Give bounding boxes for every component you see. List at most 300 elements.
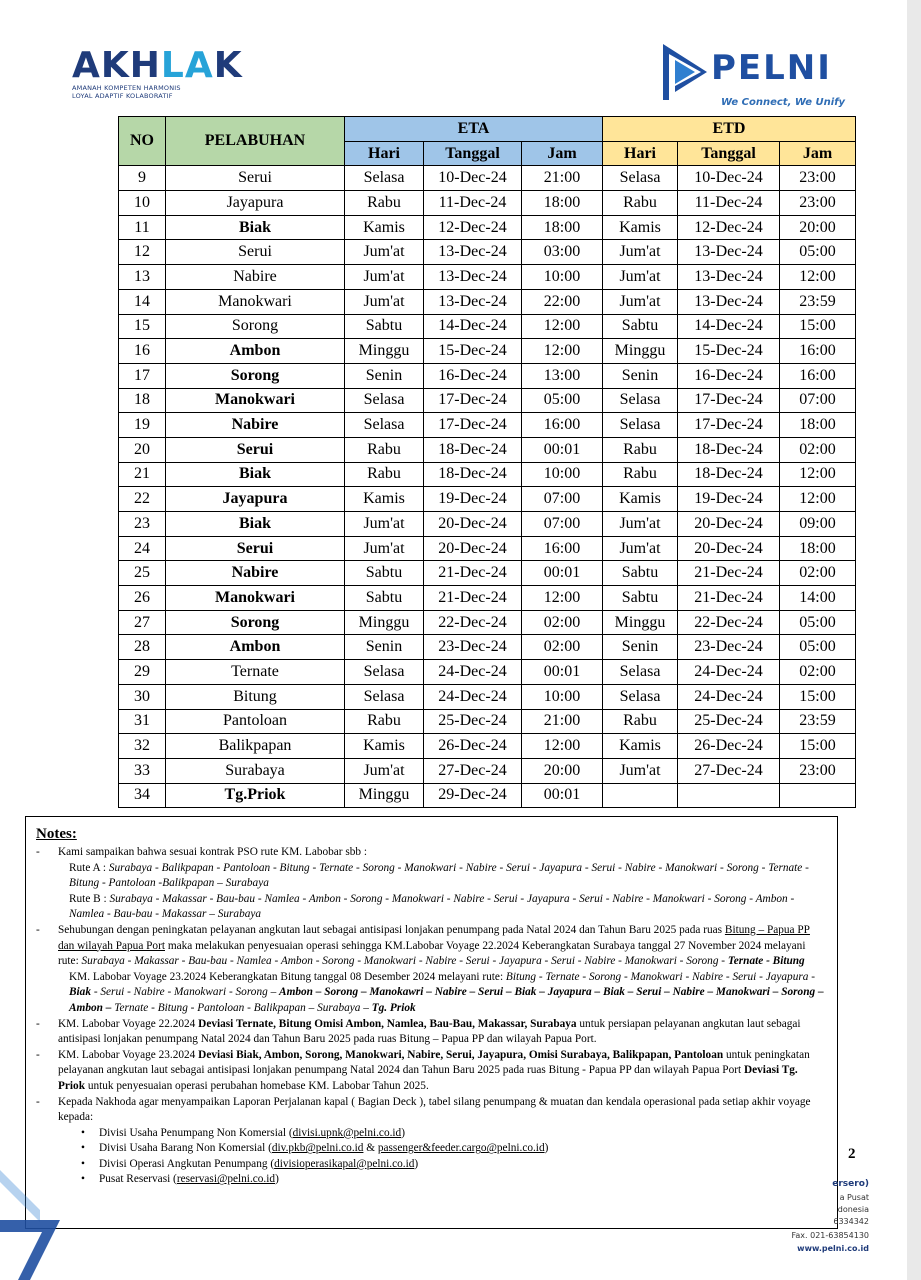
- cell-eta-day: Jum'at: [345, 240, 424, 265]
- cell-no: 13: [119, 265, 166, 290]
- table-row: [119, 536, 856, 561]
- route-a-text: Surabaya - Balikpapan - Pantoloan - Bitung - Ternate - Sorong - Manokwari - Nabire - Serui - Jayapura - Serui - Nabire - Manokwari - Sorong - Ternate - Bitung - Pantoloan -Balikpapan – Surabaya: [69, 861, 809, 890]
- cell-port: Biak: [166, 215, 345, 240]
- contact-list: [36, 1126, 827, 1188]
- cell-etd-date: 17-Dec-24: [678, 388, 780, 413]
- route-a: [36, 861, 827, 892]
- contact-email-link[interactable]: divisi.upnk@pelni.co.id: [292, 1126, 402, 1139]
- cell-no: 18: [119, 388, 166, 413]
- cell-eta-time: 12:00: [522, 314, 603, 339]
- cell-eta-date: 20-Dec-24: [424, 536, 522, 561]
- cell-etd-date: 27-Dec-24: [678, 758, 780, 783]
- cell-eta-date: 14-Dec-24: [424, 314, 522, 339]
- cell-eta-date: 13-Dec-24: [424, 289, 522, 314]
- note-report: - Kepada Nakhoda agar menyampaikan Laporan Perjalanan kapal ( Bagian Deck ), tabel silang penumpang & muatan dan kendala operasional pada setiap akhir voyage kepada:: [36, 1095, 811, 1124]
- cell-etd-date: 16-Dec-24: [678, 363, 780, 388]
- cell-eta-time: 00:01: [522, 660, 603, 685]
- cell-etd-date: 19-Dec-24: [678, 487, 780, 512]
- header-etd: ETD: [603, 117, 856, 142]
- cell-etd-date: 22-Dec-24: [678, 610, 780, 635]
- footer-fax: Fax. 021-63854130: [791, 1231, 869, 1240]
- contact-email-link-2[interactable]: passenger&feeder.cargo@pelni.co.id: [377, 1142, 545, 1155]
- note-voyage-22-route-bold: Ternate - Bitung: [727, 955, 805, 968]
- cell-no: 23: [119, 512, 166, 537]
- cell-eta-day: Jum'at: [345, 536, 424, 561]
- cell-port: Serui: [166, 437, 345, 462]
- cell-etd-day: Selasa: [603, 660, 678, 685]
- note-voyage-23-route-4: Ambon – Sorong – Manokawri – Nabire – Serui – Biak – Jayapura – Biak – Serui – Nabire – Manokwari – Sorong – Ambon –: [69, 986, 824, 1014]
- table-row: [119, 758, 856, 783]
- cell-etd-time: 20:00: [780, 215, 856, 240]
- cell-etd-date: 21-Dec-24: [678, 586, 780, 611]
- cell-port: Manokwari: [166, 586, 345, 611]
- cell-eta-day: Jum'at: [345, 758, 424, 783]
- table-row: [119, 388, 856, 413]
- cell-etd-day: Rabu: [603, 709, 678, 734]
- cell-port: Surabaya: [166, 758, 345, 783]
- cell-eta-day: Minggu: [345, 339, 424, 364]
- cell-no: 10: [119, 191, 166, 216]
- table-row: [119, 660, 856, 685]
- cell-port: Serui: [166, 536, 345, 561]
- cell-eta-time: 00:01: [522, 561, 603, 586]
- contact-tail: ): [414, 1157, 419, 1170]
- contact-item: • Pusat Reservasi (reservasi@pelni.co.id): [81, 1173, 279, 1186]
- cell-port: Nabire: [166, 265, 345, 290]
- cell-etd-time: 23:59: [780, 709, 856, 734]
- note-voyage-23-route-3: - Serui - Nabire - Manokwari - Sorong –: [93, 986, 277, 999]
- akhlak-wordmark: AKHLAK: [72, 45, 243, 86]
- table-row: [119, 289, 856, 314]
- cell-eta-date: 23-Dec-24: [424, 635, 522, 660]
- table-row: [119, 734, 856, 759]
- cell-eta-date: 21-Dec-24: [424, 561, 522, 586]
- cell-eta-date: 22-Dec-24: [424, 610, 522, 635]
- table-row: [119, 684, 856, 709]
- cell-etd-day: Jum'at: [603, 240, 678, 265]
- cell-port: Serui: [166, 240, 345, 265]
- cell-etd-time: 23:00: [780, 758, 856, 783]
- cell-eta-time: 00:01: [522, 783, 603, 808]
- table-row: [119, 783, 856, 808]
- cell-port: Ambon: [166, 635, 345, 660]
- table-row: [119, 240, 856, 265]
- cell-etd-day: Rabu: [603, 191, 678, 216]
- cell-no: 25: [119, 561, 166, 586]
- cell-no: 20: [119, 437, 166, 462]
- header-etd-time: Jam: [780, 141, 856, 166]
- cell-no: 30: [119, 684, 166, 709]
- cell-etd-time: 02:00: [780, 660, 856, 685]
- cell-no: 21: [119, 462, 166, 487]
- cell-no: 32: [119, 734, 166, 759]
- cell-etd-time: 15:00: [780, 314, 856, 339]
- cell-eta-date: 15-Dec-24: [424, 339, 522, 364]
- cell-etd-date: 24-Dec-24: [678, 684, 780, 709]
- cell-eta-date: 24-Dec-24: [424, 684, 522, 709]
- cell-eta-day: Jum'at: [345, 289, 424, 314]
- notes-title: Notes:: [36, 826, 77, 842]
- cell-eta-time: 21:00: [522, 166, 603, 191]
- header-etd-day: Hari: [603, 141, 678, 166]
- cell-etd-time: 12:00: [780, 487, 856, 512]
- notes-box: [25, 816, 838, 1229]
- cell-eta-time: 07:00: [522, 512, 603, 537]
- cell-eta-time: 12:00: [522, 339, 603, 364]
- cell-etd-date: 13-Dec-24: [678, 265, 780, 290]
- cell-etd-date: 14-Dec-24: [678, 314, 780, 339]
- cell-eta-time: 10:00: [522, 462, 603, 487]
- cell-etd-date: 17-Dec-24: [678, 413, 780, 438]
- table-row: [119, 437, 856, 462]
- cell-etd-date: 24-Dec-24: [678, 660, 780, 685]
- note-voyage-22-route: Surabaya - Makassar - Bau-bau - Namlea - Ambon - Sorong - Manokwari - Nabire - Serui - Jayapura - Serui - Nabire - Manokwari - Sorong -: [81, 955, 726, 968]
- pelni-logo: [661, 42, 851, 112]
- cell-etd-time: 15:00: [780, 684, 856, 709]
- table-row: [119, 487, 856, 512]
- cell-no: 26: [119, 586, 166, 611]
- cell-etd-day: Rabu: [603, 462, 678, 487]
- header-no: NO: [119, 117, 166, 166]
- note-voyage-23-route-1: Bitung - Ternate - Sorong - Manokwari - Nabire - Serui - Jayapura -: [505, 970, 815, 983]
- cell-eta-day: Sabtu: [345, 561, 424, 586]
- contact-label: Divisi Operasi Angkutan Penumpang (: [99, 1157, 275, 1170]
- cell-etd-time: 15:00: [780, 734, 856, 759]
- cell-eta-date: 18-Dec-24: [424, 437, 522, 462]
- note-deviation-23-bold: Deviasi Biak, Ambon, Sorong, Manokwari, Nabire, Serui, Jayapura, Omisi Surabaya, Balikpapan, Pantoloan: [198, 1048, 724, 1061]
- cell-etd-time: 14:00: [780, 586, 856, 611]
- schedule-table: [118, 116, 856, 808]
- cell-port: Serui: [166, 166, 345, 191]
- note-voyage-22-route-link: Bitung – Papua PP dan wilayah Papua Port: [58, 923, 810, 952]
- note-voyage-22-text-2: maka melakukan penyesuaian operasi sehingga KM.Labobar Voyage 22.2024 Keberangkatan Surabaya tanggal 27 November 2024 melayani rute:: [58, 939, 806, 968]
- note-deviation-23-text-3: untuk penyesuaian operasi perubahan homebase KM. Labobar Tahun 2025.: [87, 1079, 429, 1092]
- cell-eta-date: 24-Dec-24: [424, 660, 522, 685]
- cell-eta-day: Rabu: [345, 709, 424, 734]
- cell-port: Biak: [166, 462, 345, 487]
- cell-port: Sorong: [166, 314, 345, 339]
- contact-label: Pusat Reservasi (: [99, 1173, 177, 1186]
- cell-etd-time: 23:59: [780, 289, 856, 314]
- header-eta-day: Hari: [345, 141, 424, 166]
- cell-eta-date: 13-Dec-24: [424, 240, 522, 265]
- cell-eta-day: Rabu: [345, 437, 424, 462]
- table-row: [119, 586, 856, 611]
- note-deviation-22-text: KM. Labobar Voyage 22.2024: [58, 1017, 196, 1030]
- cell-etd-time: 12:00: [780, 265, 856, 290]
- table-row: [119, 512, 856, 537]
- cell-no: 22: [119, 487, 166, 512]
- cell-eta-day: Senin: [345, 363, 424, 388]
- cell-etd-time: 18:00: [780, 536, 856, 561]
- cell-no: 19: [119, 413, 166, 438]
- cell-no: 24: [119, 536, 166, 561]
- akhlak-logo: [72, 45, 243, 100]
- table-row: [119, 339, 856, 364]
- cell-port: Nabire: [166, 561, 345, 586]
- cell-port: Ternate: [166, 660, 345, 685]
- cell-etd-date: [678, 783, 780, 808]
- cell-port: Jayapura: [166, 191, 345, 216]
- cell-etd-date: 18-Dec-24: [678, 462, 780, 487]
- cell-no: 27: [119, 610, 166, 635]
- cell-no: 17: [119, 363, 166, 388]
- cell-no: 34: [119, 783, 166, 808]
- cell-eta-time: 03:00: [522, 240, 603, 265]
- cell-etd-day: Kamis: [603, 487, 678, 512]
- cell-eta-day: Senin: [345, 635, 424, 660]
- cell-eta-time: 07:00: [522, 487, 603, 512]
- cell-eta-time: 05:00: [522, 388, 603, 413]
- cell-eta-day: Sabtu: [345, 314, 424, 339]
- note-deviation-22: - KM. Labobar Voyage 22.2024 Deviasi Ternate, Bitung Omisi Ambon, Namlea, Bau-Bau, Makassar, Surabaya untuk persiapan pelayanan angkutan laut sebagai antisipasi lonjakan penumpang Natal 2024 dan Tahun Baru 2025 pada ruas Bitung – Papua PP dan wilayah Papua Port.: [36, 1017, 801, 1046]
- cell-no: 16: [119, 339, 166, 364]
- table-row: [119, 709, 856, 734]
- contact-tail: ): [401, 1126, 405, 1139]
- cell-etd-date: 23-Dec-24: [678, 635, 780, 660]
- cell-etd-date: 12-Dec-24: [678, 215, 780, 240]
- header-eta-date: Tanggal: [424, 141, 522, 166]
- cell-etd-time: 07:00: [780, 388, 856, 413]
- cell-etd-date: 10-Dec-24: [678, 166, 780, 191]
- cell-eta-day: Sabtu: [345, 586, 424, 611]
- cell-etd-date: 25-Dec-24: [678, 709, 780, 734]
- note-deviation-23-bold-2: Deviasi Tg. Priok: [58, 1064, 798, 1092]
- cell-eta-day: Selasa: [345, 166, 424, 191]
- contact-item: • Divisi Usaha Penumpang Non Komersial (divisi.upnk@pelni.co.id): [81, 1126, 405, 1139]
- cell-eta-day: Selasa: [345, 388, 424, 413]
- route-b-label: Rute B :: [69, 892, 107, 905]
- cell-eta-day: Kamis: [345, 215, 424, 240]
- cell-etd-day: Jum'at: [603, 536, 678, 561]
- cell-eta-date: 20-Dec-24: [424, 512, 522, 537]
- decorative-swoosh: [0, 1150, 120, 1280]
- contact-item: • Divisi Usaha Barang Non Komersial (div.pkb@pelni.co.id & passenger&feeder.cargo@pelni.co.id): [81, 1142, 549, 1155]
- cell-etd-day: Senin: [603, 363, 678, 388]
- contact-email-link[interactable]: div.pkb@pelni.co.id: [271, 1142, 364, 1155]
- header-eta: ETA: [345, 117, 603, 142]
- footer-website: www.pelni.co.id: [797, 1244, 869, 1253]
- cell-no: 33: [119, 758, 166, 783]
- cell-eta-time: 02:00: [522, 610, 603, 635]
- cell-eta-day: Kamis: [345, 734, 424, 759]
- footer-phone-fragment: 6334342: [833, 1217, 869, 1226]
- table-row: [119, 265, 856, 290]
- cell-eta-date: 27-Dec-24: [424, 758, 522, 783]
- contact-item: • Divisi Operasi Angkutan Penumpang (divisioperasikapal@pelni.co.id): [81, 1157, 419, 1170]
- cell-eta-time: 18:00: [522, 215, 603, 240]
- cell-etd-day: Jum'at: [603, 265, 678, 290]
- cell-eta-time: 12:00: [522, 734, 603, 759]
- route-a-label: Rute A :: [69, 861, 107, 874]
- cell-port: Nabire: [166, 413, 345, 438]
- cell-eta-time: 21:00: [522, 709, 603, 734]
- cell-port: Jayapura: [166, 487, 345, 512]
- akhlak-tagline-2: LOYAL ADAPTIF KOLABORATIF: [72, 92, 173, 100]
- cell-port: Biak: [166, 512, 345, 537]
- contact-email-link[interactable]: reservasi@pelni.co.id: [176, 1173, 276, 1186]
- schedule-body: [119, 166, 856, 808]
- cell-eta-time: 16:00: [522, 536, 603, 561]
- cell-no: 12: [119, 240, 166, 265]
- cell-no: 29: [119, 660, 166, 685]
- route-b-text: Surabaya - Makassar - Bau-bau - Namlea - Ambon - Sorong - Manokwari - Nabire - Serui - Jayapura - Serui - Nabire - Manokwari - Sorong - Ambon - Namlea - Bau-bau - Makassar – Surabaya: [69, 892, 795, 921]
- cell-port: Bitung: [166, 684, 345, 709]
- cell-eta-time: 20:00: [522, 758, 603, 783]
- cell-eta-date: 29-Dec-24: [424, 783, 522, 808]
- pelni-slogan: We Connect, We Unify: [721, 97, 846, 108]
- route-b: [36, 892, 827, 923]
- cell-port: Tg.Priok: [166, 783, 345, 808]
- cell-etd-day: Jum'at: [603, 512, 678, 537]
- cell-eta-date: 12-Dec-24: [424, 215, 522, 240]
- cell-etd-day: Jum'at: [603, 289, 678, 314]
- note-deviation-22-text-2: untuk persiapan pelayanan angkutan laut sebagai antisipasi lonjakan penumpang Natal 2024 dan Tahun Baru 2025 pada ruas Bitung – Papua PP dan wilayah Papua Port.: [58, 1017, 801, 1046]
- table-row: [119, 635, 856, 660]
- header-eta-time: Jam: [522, 141, 603, 166]
- table-row: [119, 413, 856, 438]
- footer-company-fragment: ersero): [832, 1179, 869, 1189]
- cell-eta-date: 17-Dec-24: [424, 388, 522, 413]
- cell-etd-day: Sabtu: [603, 314, 678, 339]
- cell-eta-time: 10:00: [522, 265, 603, 290]
- cell-eta-time: 18:00: [522, 191, 603, 216]
- cell-eta-day: Minggu: [345, 783, 424, 808]
- table-row: [119, 215, 856, 240]
- footer-address-fragment-1: a Pusat: [839, 1193, 869, 1202]
- cell-eta-date: 16-Dec-24: [424, 363, 522, 388]
- pelni-wordmark: PELNI: [711, 48, 832, 88]
- note-deviation-23-text-2: untuk peningkatan pelayanan angkutan laut sebagai antisipasi lonjakan penumpang Natal 2024 dan Tahun Baru 2025 pada ruas Bitung - Papua PP dan wilayah Papua Port: [58, 1048, 810, 1077]
- cell-eta-day: Rabu: [345, 462, 424, 487]
- cell-eta-date: 13-Dec-24: [424, 265, 522, 290]
- cell-etd-time: 18:00: [780, 413, 856, 438]
- cell-etd-time: 23:00: [780, 191, 856, 216]
- cell-etd-day: Selasa: [603, 684, 678, 709]
- cell-no: 15: [119, 314, 166, 339]
- cell-eta-time: 12:00: [522, 586, 603, 611]
- cell-etd-date: 13-Dec-24: [678, 289, 780, 314]
- page-number: 2: [848, 1146, 856, 1162]
- cell-port: Sorong: [166, 363, 345, 388]
- cell-etd-day: Minggu: [603, 610, 678, 635]
- akhlak-tagline-1: AMANAH KOMPETEN HARMONIS: [72, 84, 181, 92]
- note-voyage-23: [36, 970, 827, 1017]
- note-report-text: Kepada Nakhoda agar menyampaikan Laporan Perjalanan kapal ( Bagian Deck ), tabel silang penumpang & muatan dan kendala operasional pada setiap akhir voyage kepada:: [58, 1095, 811, 1124]
- cell-eta-day: Rabu: [345, 191, 424, 216]
- table-row: [119, 363, 856, 388]
- cell-etd-time: [780, 783, 856, 808]
- cell-etd-time: 16:00: [780, 363, 856, 388]
- cell-etd-time: 02:00: [780, 437, 856, 462]
- note-voyage-23-route-6: Tg. Priok: [371, 1001, 416, 1014]
- cell-etd-day: Selasa: [603, 166, 678, 191]
- cell-etd-time: 05:00: [780, 635, 856, 660]
- cell-etd-time: 12:00: [780, 462, 856, 487]
- header-etd-date: Tanggal: [678, 141, 780, 166]
- cell-eta-date: 17-Dec-24: [424, 413, 522, 438]
- footer-address-fragment-2: donesia: [837, 1205, 869, 1214]
- cell-etd-day: Rabu: [603, 437, 678, 462]
- contact-tail: ): [544, 1142, 549, 1155]
- cell-etd-date: 13-Dec-24: [678, 240, 780, 265]
- cell-no: 31: [119, 709, 166, 734]
- cell-eta-day: Minggu: [345, 610, 424, 635]
- note-deviation-23: - KM. Labobar Voyage 23.2024 Deviasi Biak, Ambon, Sorong, Manokwari, Nabire, Serui, Jayapura, Omisi Surabaya, Balikpapan, Pantoloan untuk peningkatan pelayanan angkutan laut sebagai antisipasi lonjakan penumpang Natal 2024 dan Tahun Baru 2025 pada ruas Bitung - Papua PP dan wilayah Papua Port Deviasi Tg. Priok untuk penyesuaian operasi perubahan homebase KM. Labobar Tahun 2025.: [36, 1048, 810, 1092]
- table-row: [119, 191, 856, 216]
- cell-etd-date: 21-Dec-24: [678, 561, 780, 586]
- cell-eta-date: 10-Dec-24: [424, 166, 522, 191]
- contact-label: Divisi Usaha Penumpang Non Komersial (: [99, 1126, 293, 1139]
- cell-port: Manokwari: [166, 289, 345, 314]
- cell-eta-day: Jum'at: [345, 265, 424, 290]
- cell-eta-time: 13:00: [522, 363, 603, 388]
- table-row: [119, 561, 856, 586]
- contact-email-link[interactable]: divisioperasikapal@pelni.co.id: [274, 1157, 415, 1170]
- cell-port: Pantoloan: [166, 709, 345, 734]
- table-row: [119, 610, 856, 635]
- cell-etd-time: 05:00: [780, 240, 856, 265]
- cell-etd-date: 15-Dec-24: [678, 339, 780, 364]
- cell-eta-date: 19-Dec-24: [424, 487, 522, 512]
- cell-etd-time: 05:00: [780, 610, 856, 635]
- cell-etd-day: [603, 783, 678, 808]
- table-row: [119, 462, 856, 487]
- cell-etd-day: Sabtu: [603, 586, 678, 611]
- cell-etd-day: Selasa: [603, 388, 678, 413]
- cell-eta-date: 21-Dec-24: [424, 586, 522, 611]
- note-deviation-22-bold: Deviasi Ternate, Bitung Omisi Ambon, Namlea, Bau-Bau, Makassar, Surabaya: [198, 1017, 577, 1030]
- cell-eta-day: Selasa: [345, 660, 424, 685]
- cell-eta-day: Selasa: [345, 413, 424, 438]
- cell-eta-day: Selasa: [345, 684, 424, 709]
- cell-no: 14: [119, 289, 166, 314]
- cell-etd-day: Minggu: [603, 339, 678, 364]
- note-voyage-22: - Sehubungan dengan peningkatan pelayanan angkutan laut sebagai antisipasi lonjakan penumpang pada Natal 2024 dan Tahun Baru 2025 pada ruas Bitung – Papua PP dan wilayah Papua Port maka melakukan penyesuaian operasi sehingga KM.Labobar Voyage 22.2024 Keberangkatan Surabaya tanggal 27 November 2024 melayani rute: Surabaya - Makassar - Bau-bau - Namlea - Ambon - Sorong - Manokwari - Nabire - Serui - Jayapura - Serui - Nabire - Manokwari - Sorong - Ternate - Bitung: [36, 923, 810, 968]
- cell-eta-day: Kamis: [345, 487, 424, 512]
- cell-etd-day: Kamis: [603, 215, 678, 240]
- cell-etd-time: 16:00: [780, 339, 856, 364]
- note-pso-text: Kami sampaikan bahwa sesuai kontrak PSO rute KM. Labobar sbb :: [58, 846, 368, 858]
- cell-eta-date: 18-Dec-24: [424, 462, 522, 487]
- note-voyage-23-route-5: Ternate - Bitung - Pantoloan - Balikpapan – Surabaya –: [114, 1001, 369, 1014]
- cell-etd-date: 18-Dec-24: [678, 437, 780, 462]
- note-voyage-22-text: Sehubungan dengan peningkatan pelayanan angkutan laut sebagai antisipasi lonjakan penumpang pada Natal 2024 dan Tahun Baru 2025 pada ruas: [58, 923, 723, 936]
- table-row: [119, 314, 856, 339]
- cell-etd-day: Kamis: [603, 734, 678, 759]
- cell-etd-time: 02:00: [780, 561, 856, 586]
- cell-etd-date: 20-Dec-24: [678, 512, 780, 537]
- cell-etd-date: 26-Dec-24: [678, 734, 780, 759]
- note-voyage-23-route-2: Biak: [69, 986, 91, 999]
- note-voyage-23-text: KM. Labobar Voyage 23.2024 Keberangkatan Bitung tanggal 08 Desember 2024 melayani rute:: [69, 970, 504, 983]
- cell-port: Balikpapan: [166, 734, 345, 759]
- header-port: PELABUHAN: [166, 117, 345, 166]
- cell-no: 9: [119, 166, 166, 191]
- cell-etd-date: 20-Dec-24: [678, 536, 780, 561]
- cell-eta-time: 16:00: [522, 413, 603, 438]
- cell-etd-time: 23:00: [780, 166, 856, 191]
- cell-etd-day: Selasa: [603, 413, 678, 438]
- page-edge-shadow: [907, 0, 921, 1280]
- contact-label: Divisi Usaha Barang Non Komersial (: [99, 1142, 272, 1155]
- note-deviation-23-text: KM. Labobar Voyage 23.2024: [58, 1048, 196, 1061]
- note-pso-route: - Kami sampaikan bahwa sesuai kontrak PSO rute KM. Labobar sbb :: [36, 846, 368, 858]
- contact-tail: ): [275, 1173, 279, 1186]
- cell-eta-day: Jum'at: [345, 512, 424, 537]
- cell-eta-time: 02:00: [522, 635, 603, 660]
- cell-no: 28: [119, 635, 166, 660]
